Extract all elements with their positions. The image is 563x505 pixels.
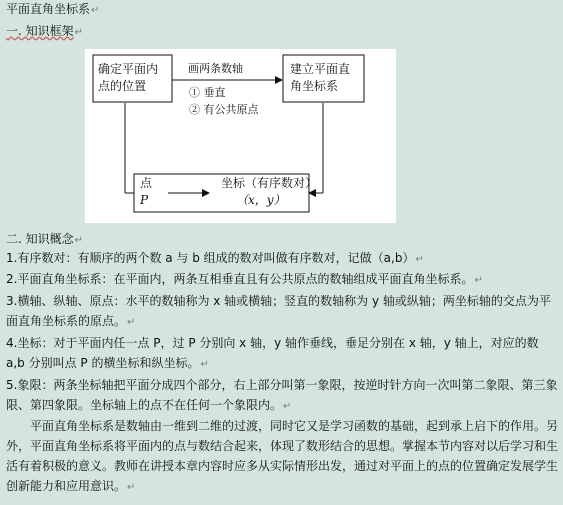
concept-item-3 — [6, 291, 558, 333]
concept-item-text: 5.象限：两条坐标轴把平面分成四个部分，右上部分叫第一象限，按逆时针方向一次叫第二象限、第三象限、第四象限。坐标轴上的点不在任何一个象限内。 — [6, 378, 558, 412]
bottom-left-title: 点 — [140, 176, 153, 190]
bottom-left-symbol: P — [140, 193, 149, 207]
right-box-label: 建立平面直 角坐标系 — [290, 62, 351, 93]
concept-item-text: 1.有序数对：有顺序的两个数 a 与 b 组成的数对叫做有序数对，记做（a,b） — [6, 251, 415, 265]
paragraph-mark: ↵ — [283, 401, 292, 412]
top-condition-1: ① 垂直 — [189, 86, 226, 99]
concept-item-text: 4.坐标：对于平面内任一点 P，过 P 分别向 x 轴，y 轴作垂线，垂足分别在 x 轴，y 轴上，对应的数 a,b 分别叫点 P 的横坐标和纵坐标。 — [6, 336, 539, 370]
concept-item-text: 2.平面直角坐标系：在平面内，两条互相垂直且有公共原点的数轴组成平面直角坐标系。 — [6, 272, 474, 286]
document-title — [6, 1, 558, 19]
concept-item-5 — [6, 375, 558, 417]
document-title-text: 平面直角坐标系 — [6, 2, 91, 16]
left-box-label: 确定平面内 点的位置 — [98, 62, 159, 93]
concept-item-4 — [6, 333, 558, 375]
paragraph-mark: ↵ — [200, 359, 209, 370]
paragraph-mark: ↵ — [127, 317, 136, 328]
top-arrow-label: 画两条数轴 — [188, 62, 243, 75]
paragraph-mark: ↵ — [474, 275, 483, 286]
paragraph-mark: ↵ — [74, 27, 84, 38]
paragraph-mark: ↵ — [91, 5, 100, 16]
paragraph-mark: ↵ — [74, 235, 84, 246]
paragraph-mark: ↵ — [127, 482, 136, 493]
section-heading-text: 一. 知识框架 — [6, 24, 74, 38]
paragraph-mark: ↵ — [415, 254, 424, 265]
section-heading-text: 二. 知识概念 — [6, 232, 74, 246]
section-heading-knowledge-framework — [6, 23, 558, 41]
concept-item-text: 3.横轴、纵轴、原点：水平的数轴称为 x 轴或横轴；竖直的数轴称为 y 轴或纵轴；两坐标轴的交点为平面直角坐标系的原点。 — [6, 294, 551, 328]
bottom-right-title: 坐标（有序数对） — [221, 176, 318, 190]
summary-paragraph-text: 平面直角坐标系是数轴由一维到二维的过渡，同时它又是学习函数的基础，起到承上启下的作用。另外，平面直角坐标系将平面内的点与数结合起来，体现了数形结合的思想。掌握本节内容对以后学习和生活有着积极的意义。教师在讲授本章内容时应多从实际情形出发，通过对平面上的点的位置确定发展学生创新能力和应用意识。 — [6, 419, 559, 493]
bottom-right-value: （x，y） — [236, 193, 286, 207]
summary-paragraph — [6, 416, 558, 498]
concept-item-1 — [6, 250, 558, 268]
top-condition-2: ② 有公共原点 — [189, 103, 259, 116]
section-heading-knowledge-concepts — [6, 231, 558, 249]
concept-item-2 — [6, 271, 558, 289]
knowledge-framework-diagram — [85, 49, 396, 223]
